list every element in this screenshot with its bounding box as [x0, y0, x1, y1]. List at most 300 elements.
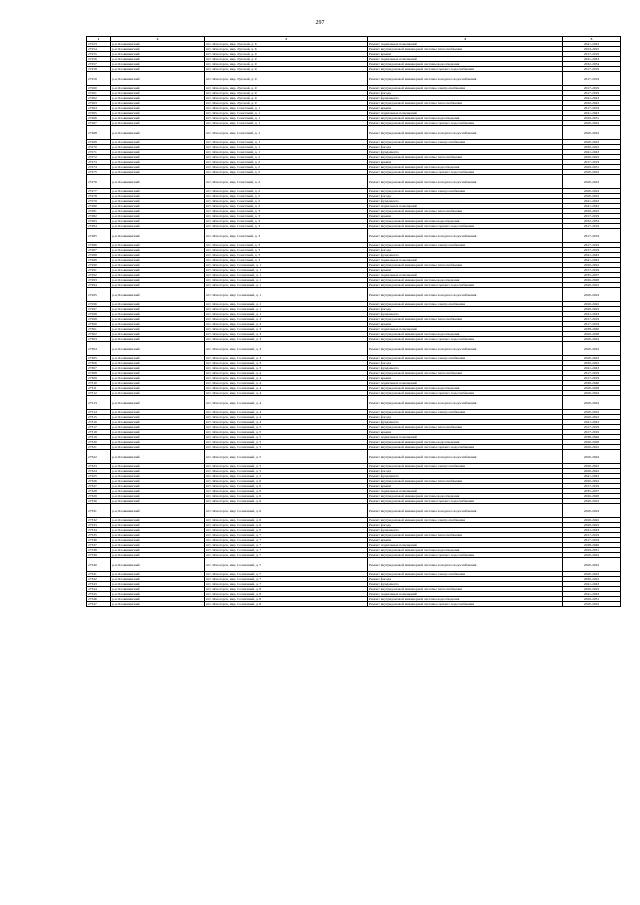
address-cell: пгт. Ясногорск, мкр. Солнечный, д. 1 — [205, 283, 368, 288]
period-cell: 2017-2019 — [563, 322, 621, 327]
district-cell: р-н Оловянинский — [111, 317, 205, 322]
row-number: 27313 — [87, 396, 111, 410]
row-number: 27262 — [87, 96, 111, 101]
work-type-cell: Ремонт фасада — [368, 307, 563, 312]
work-type-cell: Ремонт внутридомовой инженерной системы горячего водоснабжения — [368, 602, 563, 607]
address-cell: пгт. Ясногорск, мкр. Солнечный, д. 6 — [205, 528, 368, 533]
district-cell: р-н Оловянинский — [111, 145, 205, 150]
work-type-cell: Ремонт внутридомовой инженерной системы электроснабжения — [368, 356, 563, 361]
district-cell: р-н Оловянинский — [111, 464, 205, 469]
work-type-cell: Ремонт внутридомовой инженерной системы холодного водоснабжения — [368, 288, 563, 302]
work-type-cell: Ремонт внутридомовой инженерной системы водоотведения — [368, 440, 563, 445]
period-cell: 2041-2043 — [563, 366, 621, 371]
period-cell: 2017-2019 — [563, 317, 621, 322]
row-number: 27269 — [87, 140, 111, 145]
district-cell: р-н Оловянинский — [111, 396, 205, 410]
period-cell: 2020-2022 — [563, 307, 621, 312]
district-cell: р-н Оловянинский — [111, 572, 205, 577]
district-cell: р-н Оловянинский — [111, 533, 205, 538]
row-number: 27281 — [87, 209, 111, 214]
period-cell: 2020-2022 — [563, 523, 621, 528]
period-cell: 2029-2031 — [563, 165, 621, 170]
address-cell: пгт. Ясногорск, мкр. Советский, д. 1 — [205, 150, 368, 155]
row-number: 27334 — [87, 528, 111, 533]
table-row — [87, 602, 621, 607]
address-cell: пгт. Ясногорск, мкр. Солнечный, д. 4 — [205, 420, 368, 425]
work-type-cell: Ремонт крыши — [368, 52, 563, 57]
period-cell: 2041-2043 — [563, 312, 621, 317]
district-cell: р-н Оловянинский — [111, 435, 205, 440]
work-type-cell: Ремонт фундамента — [368, 150, 563, 155]
address-cell: пгт. Ясногорск, мкр. Советский, д. 2 — [205, 155, 368, 160]
row-number: 27253 — [87, 42, 111, 47]
district-cell: р-н Оловянинский — [111, 224, 205, 229]
work-type-cell: Ремонт подвальных помещений — [368, 273, 563, 278]
district-cell: р-н Оловянинский — [111, 229, 205, 243]
work-type-cell: Ремонт фундамента — [368, 366, 563, 371]
address-cell: пгт. Ясногорск, мкр. Солнечный, д. 1 — [205, 307, 368, 312]
table-row — [87, 72, 621, 86]
address-cell: пгт. Ясногорск, мкр. Советский, д. 3 — [205, 229, 368, 243]
work-type-cell: Ремонт внутридомовой инженерной системы водоотведения — [368, 494, 563, 499]
capital-repair-table — [86, 36, 621, 607]
period-cell: 2017-2019 — [563, 371, 621, 376]
row-number: 27263 — [87, 101, 111, 106]
address-cell: пгт. Ясногорск, мкр. Луговой, д. 9 — [205, 52, 368, 57]
district-cell: р-н Оловянинский — [111, 548, 205, 553]
period-cell: 2020-2022 — [563, 126, 621, 140]
district-cell: р-н Оловянинский — [111, 111, 205, 116]
address-cell: пгт. Ясногорск, мкр. Солнечный, д. 5 — [205, 464, 368, 469]
district-cell: р-н Оловянинский — [111, 558, 205, 572]
district-cell: р-н Оловянинский — [111, 518, 205, 523]
row-number: 27345 — [87, 592, 111, 597]
district-cell: р-н Оловянинский — [111, 72, 205, 86]
period-cell: 2017-2019 — [563, 86, 621, 91]
district-cell: р-н Оловянинский — [111, 391, 205, 396]
row-number: 27258 — [87, 67, 111, 72]
address-cell: пгт. Ясногорск, мкр. Советский, д. 2 — [205, 189, 368, 194]
table-row — [87, 396, 621, 410]
district-cell: р-н Оловянинский — [111, 499, 205, 504]
period-cell: 2020-2022 — [563, 194, 621, 199]
address-cell: пгт. Ясногорск, мкр. Солнечный, д. 5 — [205, 469, 368, 474]
row-number: 27319 — [87, 435, 111, 440]
address-cell: пгт. Ясногорск, мкр. Советский, д. 3 — [205, 214, 368, 219]
row-number: 27291 — [87, 268, 111, 273]
column-number: 3 — [205, 37, 368, 42]
address-cell: пгт. Ясногорск, мкр. Солнечный, д. 6 — [205, 494, 368, 499]
period-cell: 2020-2022 — [563, 479, 621, 484]
address-cell: пгт. Ясногорск, мкр. Солнечный, д. 7 — [205, 538, 368, 543]
work-type-cell: Ремонт фундамента — [368, 199, 563, 204]
address-cell: пгт. Ясногорск, мкр. Солнечный, д. 4 — [205, 386, 368, 391]
address-cell: пгт. Ясногорск, мкр. Луговой, д. 9 — [205, 91, 368, 96]
period-cell: 2020-2022 — [563, 577, 621, 582]
row-number: 27257 — [87, 62, 111, 67]
period-cell: 2017-2019 — [563, 538, 621, 543]
row-number: 27295 — [87, 288, 111, 302]
address-cell: пгт. Ясногорск, мкр. Советский, д. 3 — [205, 243, 368, 248]
row-number: 27315 — [87, 415, 111, 420]
work-type-cell: Ремонт подвальных помещений — [368, 489, 563, 494]
district-cell: р-н Оловянинский — [111, 263, 205, 268]
district-cell: р-н Оловянинский — [111, 214, 205, 219]
work-type-cell: Ремонт подвальных помещений — [368, 258, 563, 263]
work-type-cell: Ремонт подвальных помещений — [368, 327, 563, 332]
period-cell: 2020-2022 — [563, 602, 621, 607]
district-cell: р-н Оловянинский — [111, 523, 205, 528]
district-cell: р-н Оловянинский — [111, 86, 205, 91]
district-cell: р-н Оловянинский — [111, 243, 205, 248]
row-number: 27333 — [87, 523, 111, 528]
district-cell: р-н Оловянинский — [111, 361, 205, 366]
address-cell: пгт. Ясногорск, мкр. Солнечный, д. 5 — [205, 474, 368, 479]
row-number: 27311 — [87, 386, 111, 391]
work-type-cell: Ремонт подвальных помещений — [368, 57, 563, 62]
row-number: 27272 — [87, 155, 111, 160]
table-row — [87, 175, 621, 189]
address-cell: пгт. Ясногорск, мкр. Луговой, д. 9 — [205, 86, 368, 91]
row-number: 27331 — [87, 504, 111, 518]
row-number: 27324 — [87, 469, 111, 474]
row-number: 27304 — [87, 342, 111, 356]
work-type-cell: Ремонт внутридомовой инженерной системы теплоснабжения — [368, 371, 563, 376]
district-cell: р-н Оловянинский — [111, 258, 205, 263]
row-number: 27330 — [87, 499, 111, 504]
address-cell: пгт. Ясногорск, мкр. Советский, д. 2 — [205, 194, 368, 199]
row-number: 27265 — [87, 111, 111, 116]
address-cell: пгт. Ясногорск, мкр. Солнечный, д. 6 — [205, 479, 368, 484]
work-type-cell: Ремонт внутридомовой инженерной системы теплоснабжения — [368, 425, 563, 430]
page-number: 297 — [315, 20, 325, 26]
row-number: 27275 — [87, 170, 111, 175]
work-type-cell: Ремонт фасада — [368, 415, 563, 420]
row-number: 27338 — [87, 548, 111, 553]
row-number: 27282 — [87, 214, 111, 219]
period-cell: 2041-2043 — [563, 474, 621, 479]
row-number: 27344 — [87, 587, 111, 592]
row-number: 27270 — [87, 145, 111, 150]
district-cell: р-н Оловянинский — [111, 307, 205, 312]
district-cell: р-н Оловянинский — [111, 332, 205, 337]
address-cell: пгт. Ясногорск, мкр. Луговой, д. 9 — [205, 101, 368, 106]
work-type-cell: Ремонт внутридомовой инженерной системы холодного водоснабжения — [368, 175, 563, 189]
work-type-cell: Ремонт внутридомовой инженерной системы горячего водоснабжения — [368, 224, 563, 229]
work-type-cell: Ремонт внутридомовой инженерной системы электроснабжения — [368, 410, 563, 415]
district-cell: р-н Оловянинский — [111, 553, 205, 558]
period-cell: 2017-2019 — [563, 72, 621, 86]
period-cell: 2017-2019 — [563, 91, 621, 96]
district-cell: р-н Оловянинский — [111, 312, 205, 317]
work-type-cell: Ремонт внутридомовой инженерной системы горячего водоснабжения — [368, 391, 563, 396]
district-cell: р-н Оловянинский — [111, 337, 205, 342]
district-cell: р-н Оловянинский — [111, 538, 205, 543]
row-number: 27327 — [87, 484, 111, 489]
address-cell: пгт. Ясногорск, мкр. Солнечный, д. 1 — [205, 278, 368, 283]
period-cell: 2020-2022 — [563, 356, 621, 361]
district-cell: р-н Оловянинский — [111, 445, 205, 450]
period-cell: 2020-2022 — [563, 342, 621, 356]
district-cell: р-н Оловянинский — [111, 165, 205, 170]
row-number: 27287 — [87, 248, 111, 253]
row-number: 27302 — [87, 332, 111, 337]
work-type-cell: Ремонт внутридомовой инженерной системы электроснабжения — [368, 464, 563, 469]
address-cell: пгт. Ясногорск, мкр. Солнечный, д. 6 — [205, 499, 368, 504]
district-cell: р-н Оловянинский — [111, 582, 205, 587]
district-cell: р-н Оловянинский — [111, 410, 205, 415]
column-number: 2 — [111, 37, 205, 42]
district-cell: р-н Оловянинский — [111, 327, 205, 332]
district-cell: р-н Оловянинский — [111, 96, 205, 101]
row-number: 27297 — [87, 307, 111, 312]
work-type-cell: Ремонт подвальных помещений — [368, 42, 563, 47]
work-type-cell: Ремонт фасада — [368, 145, 563, 150]
row-number: 27318 — [87, 430, 111, 435]
work-type-cell: Ремонт внутридомовой инженерной системы теплоснабжения — [368, 587, 563, 592]
district-cell: р-н Оловянинский — [111, 450, 205, 464]
work-type-cell: Ремонт крыши — [368, 376, 563, 381]
row-number: 27274 — [87, 165, 111, 170]
column-number: 5 — [563, 37, 621, 42]
row-number: 27328 — [87, 489, 111, 494]
work-type-cell: Ремонт внутридомовой инженерной системы горячего водоснабжения — [368, 499, 563, 504]
district-cell: р-н Оловянинский — [111, 253, 205, 258]
address-cell: пгт. Ясногорск, мкр. Луговой, д. 6 — [205, 47, 368, 52]
period-cell: 2032-2034 — [563, 62, 621, 67]
district-cell: р-н Оловянинский — [111, 175, 205, 189]
period-cell: 2026-2028 — [563, 494, 621, 499]
period-cell: 2041-2043 — [563, 253, 621, 258]
table-body — [87, 42, 621, 607]
work-type-cell: Ремонт фундамента — [368, 582, 563, 587]
work-type-cell: Ремонт внутридомовой инженерной системы холодного водоснабжения — [368, 126, 563, 140]
period-cell: 2017-2019 — [563, 243, 621, 248]
work-type-cell: Ремонт внутридомовой инженерной системы водоотведения — [368, 278, 563, 283]
period-cell: 2041-2043 — [563, 150, 621, 155]
district-cell: р-н Оловянинский — [111, 371, 205, 376]
address-cell: пгт. Ясногорск, мкр. Советский, д. 1 — [205, 106, 368, 111]
address-cell: пгт. Ясногорск, мкр. Солнечный, д. 6 — [205, 489, 368, 494]
table-row — [87, 558, 621, 572]
address-cell: пгт. Ясногорск, мкр. Солнечный, д. 7 — [205, 548, 368, 553]
work-type-cell: Ремонт внутридомовой инженерной системы водоотведения — [368, 386, 563, 391]
district-cell: р-н Оловянинский — [111, 150, 205, 155]
period-cell: 2020-2022 — [563, 464, 621, 469]
district-cell: р-н Оловянинский — [111, 602, 205, 607]
row-number: 27301 — [87, 327, 111, 332]
period-cell: 2038-2040 — [563, 381, 621, 386]
district-cell: р-н Оловянинский — [111, 415, 205, 420]
period-cell: 2023-2025 — [563, 47, 621, 52]
district-cell: р-н Оловянинский — [111, 47, 205, 52]
work-type-cell: Ремонт внутридомовой инженерной системы электроснабжения — [368, 243, 563, 248]
work-type-cell: Ремонт крыши — [368, 538, 563, 543]
period-cell: 2020-2022 — [563, 189, 621, 194]
period-cell: 2026-2028 — [563, 386, 621, 391]
table-row — [87, 288, 621, 302]
address-cell: пгт. Ясногорск, мкр. Солнечный, д. 1 — [205, 302, 368, 307]
work-type-cell: Ремонт внутридомовой инженерной системы теплоснабжения — [368, 479, 563, 484]
work-type-cell: Ремонт подвальных помещений — [368, 381, 563, 386]
address-cell: пгт. Ясногорск, мкр. Солнечный, д. 7 — [205, 533, 368, 538]
work-type-cell: Ремонт подвальных помещений — [368, 111, 563, 116]
address-cell: пгт. Ясногорск, мкр. Советский, д. 2 — [205, 175, 368, 189]
address-cell: пгт. Ясногорск, мкр. Солнечный, д. 6 — [205, 523, 368, 528]
address-cell: пгт. Ясногорск, мкр. Советский, д. 3 — [205, 253, 368, 258]
period-cell: 2017-2019 — [563, 268, 621, 273]
address-cell: пгт. Ясногорск, мкр. Солнечный, д. 5 — [205, 425, 368, 430]
row-number: 27264 — [87, 106, 111, 111]
district-cell: р-н Оловянинский — [111, 101, 205, 106]
period-cell: 2017-2019 — [563, 67, 621, 72]
address-cell: пгт. Ясногорск, мкр. Солнечный, д. 3 — [205, 322, 368, 327]
work-type-cell: Ремонт фасада — [368, 523, 563, 528]
address-cell: пгт. Ясногорск, мкр. Солнечный, д. 1 — [205, 268, 368, 273]
work-type-cell: Ремонт фасада — [368, 194, 563, 199]
address-cell: пгт. Ясногорск, мкр. Солнечный, д. 5 — [205, 435, 368, 440]
period-cell: 2041-2043 — [563, 96, 621, 101]
row-number: 27332 — [87, 518, 111, 523]
address-cell: пгт. Ясногорск, мкр. Солнечный, д. 5 — [205, 450, 368, 464]
address-cell: пгт. Ясногорск, мкр. Советский, д. 3 — [205, 209, 368, 214]
period-cell: 2041-2043 — [563, 582, 621, 587]
work-type-cell: Ремонт внутридомовой инженерной системы водоотведения — [368, 219, 563, 224]
period-cell: 2017-2019 — [563, 160, 621, 165]
row-number: 27321 — [87, 445, 111, 450]
district-cell: р-н Оловянинский — [111, 430, 205, 435]
period-cell: 2041-2043 — [563, 57, 621, 62]
row-number: 27289 — [87, 258, 111, 263]
address-cell: пгт. Ясногорск, мкр. Советский, д. 2 — [205, 170, 368, 175]
district-cell: р-н Оловянинский — [111, 170, 205, 175]
work-type-cell: Ремонт крыши — [368, 160, 563, 165]
period-cell: 2041-2043 — [563, 592, 621, 597]
district-cell: р-н Оловянинский — [111, 194, 205, 199]
period-cell: 2035-2037 — [563, 273, 621, 278]
address-cell: пгт. Ясногорск, мкр. Солнечный, д. 8 — [205, 602, 368, 607]
row-number: 27296 — [87, 302, 111, 307]
district-cell: р-н Оловянинский — [111, 381, 205, 386]
period-cell: 2020-2022 — [563, 587, 621, 592]
row-number: 27267 — [87, 121, 111, 126]
district-cell: р-н Оловянинский — [111, 597, 205, 602]
address-cell: пгт. Ясногорск, мкр. Солнечный, д. 1 — [205, 288, 368, 302]
work-type-cell: Ремонт внутридомовой инженерной системы теплоснабжения — [368, 263, 563, 268]
work-type-cell: Ремонт фасада — [368, 577, 563, 582]
district-cell: р-н Оловянинский — [111, 479, 205, 484]
address-cell: пгт. Ясногорск, мкр. Солнечный, д. 1 — [205, 312, 368, 317]
period-cell: 2020-2022 — [563, 209, 621, 214]
district-cell: р-н Оловянинский — [111, 209, 205, 214]
work-type-cell: Ремонт внутридомовой инженерной системы теплоснабжения — [368, 209, 563, 214]
address-cell: пгт. Ясногорск, мкр. Солнечный, д. 3 — [205, 366, 368, 371]
work-type-cell: Ремонт внутридомовой инженерной системы холодного водоснабжения — [368, 558, 563, 572]
district-cell: р-н Оловянинский — [111, 67, 205, 72]
period-cell: 2020-2022 — [563, 410, 621, 415]
period-cell: 2029-2031 — [563, 116, 621, 121]
work-type-cell: Ремонт крыши — [368, 268, 563, 273]
address-cell: пгт. Ясногорск, мкр. Солнечный, д. 6 — [205, 484, 368, 489]
row-number: 27326 — [87, 479, 111, 484]
address-cell: пгт. Ясногорск, мкр. Советский, д. 3 — [205, 219, 368, 224]
period-cell: 2041-2043 — [563, 258, 621, 263]
period-cell: 2020-2022 — [563, 450, 621, 464]
work-type-cell: Ремонт внутридомовой инженерной системы горячего водоснабжения — [368, 553, 563, 558]
address-cell: пгт. Ясногорск, мкр. Солнечный, д. 3 — [205, 332, 368, 337]
period-cell: 2020-2022 — [563, 155, 621, 160]
district-cell: р-н Оловянинский — [111, 121, 205, 126]
period-cell: 2020-2022 — [563, 396, 621, 410]
address-cell: пгт. Ясногорск, мкр. Советский, д. 3 — [205, 258, 368, 263]
period-cell: 2020-2022 — [563, 288, 621, 302]
table-row — [87, 504, 621, 518]
row-number: 27280 — [87, 204, 111, 209]
row-number: 27283 — [87, 219, 111, 224]
work-type-cell: Ремонт крыши — [368, 214, 563, 219]
work-type-cell: Ремонт внутридомовой инженерной системы теплоснабжения — [368, 101, 563, 106]
address-cell: пгт. Ясногорск, мкр. Солнечный, д. 4 — [205, 396, 368, 410]
district-cell: р-н Оловянинский — [111, 489, 205, 494]
work-type-cell: Ремонт фундамента — [368, 420, 563, 425]
work-type-cell: Ремонт внутридомовой инженерной системы электроснабжения — [368, 140, 563, 145]
period-cell: 2020-2022 — [563, 121, 621, 126]
period-cell: 2017-2019 — [563, 224, 621, 229]
work-type-cell: Ремонт внутридомовой инженерной системы холодного водоснабжения — [368, 504, 563, 518]
address-cell: пгт. Ясногорск, мкр. Луговой, д. 9 — [205, 72, 368, 86]
district-cell: р-н Оловянинский — [111, 469, 205, 474]
district-cell: р-н Оловянинский — [111, 504, 205, 518]
district-cell: р-н Оловянинский — [111, 248, 205, 253]
row-number: 27279 — [87, 199, 111, 204]
district-cell: р-н Оловянинский — [111, 155, 205, 160]
period-cell: 2026-2028 — [563, 440, 621, 445]
district-cell: р-н Оловянинский — [111, 302, 205, 307]
district-cell: р-н Оловянинский — [111, 219, 205, 224]
work-type-cell: Ремонт фасада — [368, 469, 563, 474]
row-number: 27308 — [87, 371, 111, 376]
address-cell: пгт. Ясногорск, мкр. Солнечный, д. 3 — [205, 337, 368, 342]
district-cell: р-н Оловянинский — [111, 528, 205, 533]
work-type-cell: Ремонт внутридомовой инженерной системы теплоснабжения — [368, 533, 563, 538]
district-cell: р-н Оловянинский — [111, 42, 205, 47]
period-cell: 2020-2022 — [563, 572, 621, 577]
address-cell: пгт. Ясногорск, мкр. Луговой, д. 9 — [205, 67, 368, 72]
row-number: 27309 — [87, 376, 111, 381]
address-cell: пгт. Ясногорск, мкр. Советский, д. 2 — [205, 160, 368, 165]
district-cell: р-н Оловянинский — [111, 484, 205, 489]
address-cell: пгт. Ясногорск, мкр. Солнечный, д. 8 — [205, 587, 368, 592]
column-number: 4 — [368, 37, 563, 42]
district-cell: р-н Оловянинский — [111, 288, 205, 302]
table-row — [87, 342, 621, 356]
period-cell: 2026-2028 — [563, 332, 621, 337]
row-number: 27323 — [87, 464, 111, 469]
address-cell: пгт. Ясногорск, мкр. Советский, д. 3 — [205, 248, 368, 253]
row-number: 27294 — [87, 283, 111, 288]
row-number: 27298 — [87, 312, 111, 317]
district-cell: р-н Оловянинский — [111, 116, 205, 121]
table-row — [87, 450, 621, 464]
period-cell: 2020-2022 — [563, 445, 621, 450]
work-type-cell: Ремонт крыши — [368, 322, 563, 327]
row-number: 27277 — [87, 189, 111, 194]
column-number: 1 — [87, 37, 111, 42]
work-type-cell: Ремонт фундамента — [368, 312, 563, 317]
period-cell: 2020-2022 — [563, 558, 621, 572]
period-cell: 2020-2022 — [563, 263, 621, 268]
period-cell: 2041-2043 — [563, 420, 621, 425]
